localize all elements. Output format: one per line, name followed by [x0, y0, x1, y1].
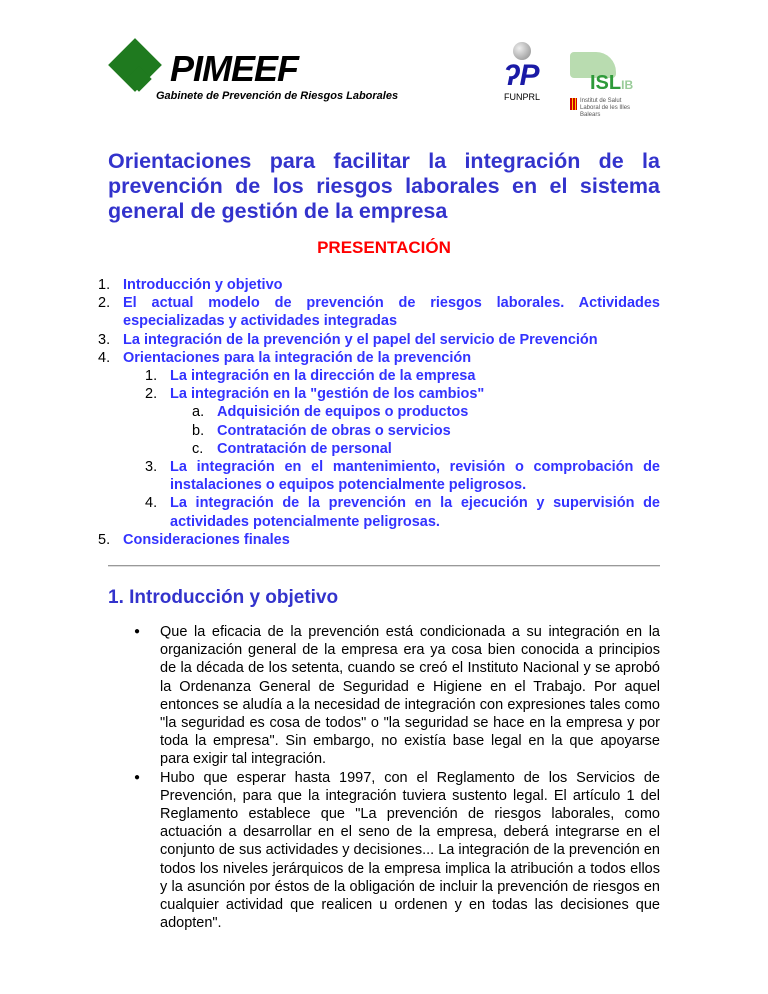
- toc-link[interactable]: Adquisición de equipos o productos: [217, 404, 469, 421]
- toc-item: [98, 276, 660, 294]
- presentation-heading: PRESENTACIÓN: [317, 238, 451, 257]
- toc-item: [98, 349, 660, 367]
- table-of-contents: [98, 276, 660, 549]
- toc-link[interactable]: La integración en la dirección de la empresa: [170, 368, 476, 385]
- brand-name: PIMEEF: [170, 48, 299, 89]
- toc-number: 3.: [98, 331, 111, 348]
- isl-subtitle: Institut de Salut Laboral de les Illes Balears: [580, 98, 631, 118]
- islib-logo: [568, 50, 648, 120]
- paragraph: Que la eficacia de la prevención está condicionada a su integración en la organización general de la empresa era ya cosa bien conocida a principios de la década de los setenta, cuando se creó el Instituto Nacional y se aprobó la Ordenanza General de Seguridad e Higiene en el Trabajo. Por aquel entonces se aludía a la necesidad de integración con expresiones tales como "la seguridad es cosa de todos" o "la seguridad se hace en la empresa y por toda la empresa". Sin embargo, no existía base legal en la que apoyarse para exigir tal integración.: [160, 624, 660, 768]
- ball-icon: [513, 42, 531, 60]
- toc-item: [108, 458, 660, 494]
- toc-link[interactable]: El actual modelo de prevención de riesgos laborales. Actividades especializadas y actividades integradas: [123, 295, 660, 330]
- toc-number: 2.: [98, 295, 111, 312]
- toc-item: [98, 294, 660, 330]
- header: [108, 40, 668, 120]
- bullet-item: [134, 769, 660, 933]
- toc-item: [108, 403, 660, 421]
- funprl-label: FUNPRL: [503, 92, 540, 102]
- toc-number: 5.: [98, 531, 111, 548]
- toc-link[interactable]: La integración en el mantenimiento, revisión o comprobación de instalaciones o equipos potencialmente peligrosos.: [170, 459, 660, 494]
- bullet-icon: ●: [134, 771, 141, 783]
- toc-item: [98, 531, 660, 549]
- flag-icon: [570, 98, 577, 110]
- toc-number: b.: [192, 422, 205, 439]
- toc-item: [108, 422, 660, 440]
- toc-number: 1.: [145, 368, 158, 385]
- section-body: [134, 623, 660, 932]
- toc-link[interactable]: Contratación de obras o servicios: [217, 422, 451, 439]
- toc-item: [108, 367, 660, 385]
- toc-number: a.: [192, 404, 205, 421]
- paragraph: Hubo que esperar hasta 1997, con el Reglamento de los Servicios de Prevención, para que la integración tuviera sustento legal. El artículo 1 del Reglamento establece que "La prevención de riesgos laborales, como actuación a desarrollar en el seno de la empresa, deberá integrarse en el conjunto de sus actividades y decisiones... La integración de la prevención en todos los niveles jerárquicos de la empresa implica la atribución a todos ellos y la asunción por éstos de la obligación de incluir la prevención de riesgos en cualquier actividad que realicen u ordenen y en todas las decisiones que adopten".: [160, 769, 660, 932]
- isl-suffix: IB: [621, 78, 634, 92]
- toc-link[interactable]: Orientaciones para la integración de la prevención: [123, 349, 472, 366]
- toc-number: 3.: [145, 459, 158, 476]
- toc-number: 4.: [145, 495, 158, 512]
- toc-number: 1.: [98, 277, 111, 293]
- isl-label: ISL: [590, 72, 622, 94]
- toc-link[interactable]: La integración en la "gestión de los cambios": [170, 386, 485, 403]
- funprl-logo: [498, 40, 546, 120]
- toc-link[interactable]: La integración de la prevención en la ejecución y supervisión de actividades potencialmente peligrosas.: [170, 495, 660, 530]
- brand-tagline: Gabinete de Prevención de Riesgos Laborales: [156, 90, 399, 102]
- toc-number: 4.: [98, 349, 111, 366]
- toc-item: [108, 385, 660, 403]
- toc-item: [108, 494, 660, 530]
- document-title: Orientaciones para facilitar la integración de la prevención de los riesgos laborales en el sistema general de gestión de la empresa: [108, 149, 660, 223]
- bullet-icon: ●: [134, 626, 141, 637]
- bullet-item: [134, 623, 660, 769]
- pimeef-logo: [108, 40, 408, 110]
- toc-number: 2.: [145, 386, 158, 403]
- toc-item: [108, 440, 660, 458]
- divider: [108, 565, 660, 567]
- toc-link[interactable]: La integración de la prevención y el papel del servicio de Prevención: [123, 331, 598, 348]
- section-heading: 1. Introducción y objetivo: [108, 587, 339, 608]
- toc-number: c.: [192, 440, 204, 457]
- toc-link[interactable]: Consideraciones finales: [123, 531, 290, 548]
- toc-link[interactable]: Contratación de personal: [217, 440, 392, 457]
- toc-link[interactable]: Introducción y objetivo: [123, 277, 283, 293]
- toc-item: [98, 331, 660, 349]
- figure-icon: ʔP: [504, 59, 540, 92]
